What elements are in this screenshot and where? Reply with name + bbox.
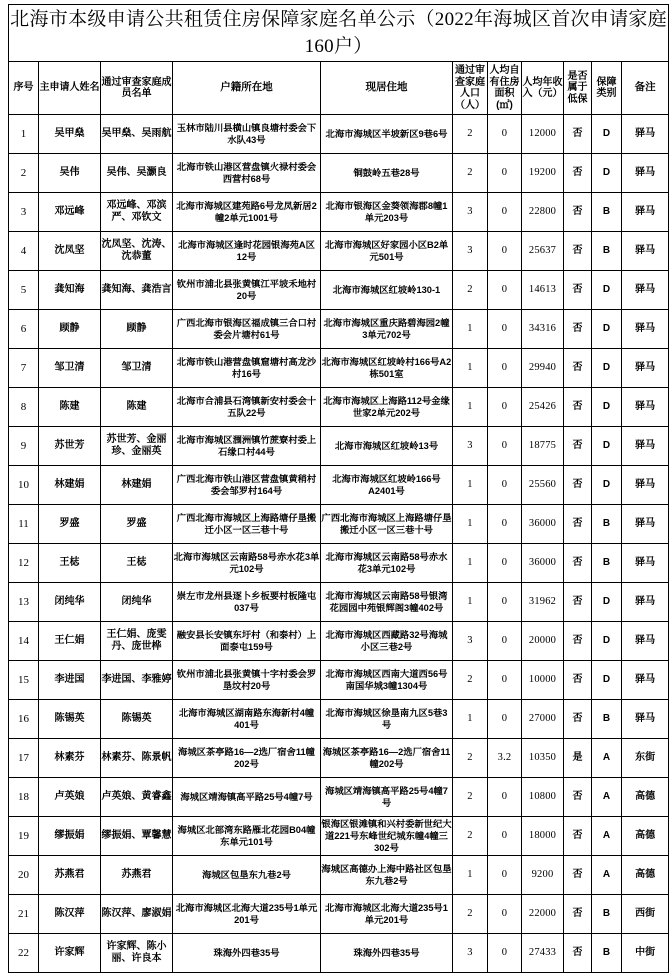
cell-applicant: 缪振娟 (39, 817, 101, 856)
column-header-hukou: 户籍所在地 (173, 62, 321, 115)
cell-area: 0 (488, 778, 522, 817)
cell-area: 0 (488, 154, 522, 193)
cell-category: A (592, 817, 622, 856)
cell-applicant: 邓远峰 (39, 193, 101, 232)
cell-category: D (592, 622, 622, 661)
table-row (9, 856, 669, 895)
cell-seq: 19 (9, 817, 39, 856)
cell-note: 高德 (622, 817, 669, 856)
cell-income: 25560 (522, 466, 564, 505)
cell-applicant: 苏燕君 (39, 856, 101, 895)
cell-area: 0 (488, 661, 522, 700)
cell-seq: 18 (9, 778, 39, 817)
cell-applicant: 沈凤坚 (39, 232, 101, 271)
cell-category: D (592, 349, 622, 388)
cell-population: 1 (453, 544, 488, 583)
cell-category: A (592, 778, 622, 817)
page-title: 北海市本级申请公共租赁住房保障家庭名单公示（2022年海城区首次申请家庭160户） (9, 5, 669, 62)
table-row (9, 115, 669, 154)
cell-area: 0 (488, 115, 522, 154)
cell-area: 0 (488, 934, 522, 973)
cell-residence: 海城区茶亭路16—2选厂宿舍11幢202号 (321, 739, 453, 778)
cell-applicant: 林建娟 (39, 466, 101, 505)
cell-area: 0 (488, 544, 522, 583)
cell-population: 1 (453, 349, 488, 388)
cell-note: 驿马 (622, 700, 669, 739)
cell-lowincome: 否 (564, 856, 592, 895)
cell-hukou: 北海市海城区云南路58号赤水花3单元102号 (173, 544, 321, 583)
cell-note: 驿马 (622, 622, 669, 661)
cell-hukou: 海城区茶亭路16—2选厂宿舍11幢202号 (173, 739, 321, 778)
cell-lowincome: 否 (564, 232, 592, 271)
cell-members: 罗盛 (101, 505, 173, 544)
cell-members: 龚知海、龚浩言 (101, 271, 173, 310)
cell-hukou: 钦州市浦北县张黄镇江平坡禾地村20号 (173, 271, 321, 310)
cell-seq: 22 (9, 934, 39, 973)
cell-income: 18000 (522, 817, 564, 856)
cell-note: 高德 (622, 856, 669, 895)
cell-lowincome: 否 (564, 700, 592, 739)
cell-note: 东街 (622, 739, 669, 778)
table-row (9, 817, 669, 856)
cell-members: 王梽 (101, 544, 173, 583)
cell-income: 31962 (522, 583, 564, 622)
column-header-income: 人均年收入（元） (522, 62, 564, 115)
cell-category: B (592, 700, 622, 739)
cell-area: 0 (488, 583, 522, 622)
cell-income: 14613 (522, 271, 564, 310)
column-header-population: 通过审查家庭人口（人） (453, 62, 488, 115)
cell-lowincome: 否 (564, 583, 592, 622)
cell-members: 苏世芳、金丽珍、金丽英 (101, 427, 173, 466)
cell-members: 沈凤坚、沈涛、沈恭董 (101, 232, 173, 271)
cell-members: 许家辉、陈小丽、许良本 (101, 934, 173, 973)
cell-income: 10000 (522, 661, 564, 700)
cell-seq: 13 (9, 583, 39, 622)
cell-members: 吴伟、吴灏良 (101, 154, 173, 193)
cell-note: 驿马 (622, 427, 669, 466)
cell-area: 0 (488, 700, 522, 739)
cell-income: 18775 (522, 427, 564, 466)
cell-population: 2 (453, 739, 488, 778)
cell-lowincome: 否 (564, 310, 592, 349)
cell-members: 卢英娘、黄睿鑫 (101, 778, 173, 817)
table-row (9, 661, 669, 700)
cell-hukou: 融安县长安镇东圩村（和泰村）上面泰屯159号 (173, 622, 321, 661)
cell-residence: 北海市海城区重庆路碧海园2幢3单元702号 (321, 310, 453, 349)
cell-note: 高德 (622, 778, 669, 817)
public-notice-table (8, 4, 669, 973)
cell-applicant: 苏世芳 (39, 427, 101, 466)
cell-members: 陈建 (101, 388, 173, 427)
cell-seq: 6 (9, 310, 39, 349)
cell-applicant: 李进国 (39, 661, 101, 700)
cell-note: 驿马 (622, 310, 669, 349)
cell-members: 王仁娟、庞雯丹、庞世桦 (101, 622, 173, 661)
cell-hukou: 北海市海城区逢时花园银海苑A区12号 (173, 232, 321, 271)
cell-residence: 银海区银滩镇和兴村委新世纪大道221号东峰世纪城东幢4幢三302号 (321, 817, 453, 856)
cell-hukou: 珠海外四巷35号 (173, 934, 321, 973)
cell-members: 顾静 (101, 310, 173, 349)
cell-lowincome: 否 (564, 193, 592, 232)
cell-population: 3 (453, 622, 488, 661)
cell-category: D (592, 115, 622, 154)
cell-seq: 17 (9, 739, 39, 778)
table-row (9, 700, 669, 739)
cell-area: 3.2 (488, 739, 522, 778)
cell-category: D (592, 583, 622, 622)
cell-seq: 21 (9, 895, 39, 934)
cell-applicant: 龚知海 (39, 271, 101, 310)
cell-area: 0 (488, 817, 522, 856)
column-header-lowincome: 是否属于低保 (564, 62, 592, 115)
cell-lowincome: 否 (564, 544, 592, 583)
column-header-area: 人均自有住房面积(㎡) (488, 62, 522, 115)
cell-income: 27433 (522, 934, 564, 973)
cell-hukou: 北海市海城区建苑路6号龙凤新居2幢2单元1001号 (173, 193, 321, 232)
cell-area: 0 (488, 856, 522, 895)
cell-population: 2 (453, 778, 488, 817)
cell-seq: 5 (9, 271, 39, 310)
cell-area: 0 (488, 271, 522, 310)
cell-income: 10350 (522, 739, 564, 778)
cell-category: B (592, 193, 622, 232)
cell-applicant: 陈汉萍 (39, 895, 101, 934)
cell-income: 29940 (522, 349, 564, 388)
cell-category: B (592, 895, 622, 934)
cell-members: 林建娟 (101, 466, 173, 505)
cell-income: 12000 (522, 115, 564, 154)
table-row (9, 388, 669, 427)
cell-category: D (592, 154, 622, 193)
cell-residence: 北海市海城区红坡岭村166号A2栋501室 (321, 349, 453, 388)
cell-members: 邹卫清 (101, 349, 173, 388)
cell-residence: 北海市海城区红坡岭13号 (321, 427, 453, 466)
cell-hukou: 海城区包垦东九巷2号 (173, 856, 321, 895)
cell-income: 10800 (522, 778, 564, 817)
cell-seq: 10 (9, 466, 39, 505)
cell-members: 陈汉萍、廖淑娟 (101, 895, 173, 934)
cell-hukou: 钦州市浦北县张黄镇十字村委会罗垦坟村20号 (173, 661, 321, 700)
cell-population: 2 (453, 154, 488, 193)
table-row (9, 154, 669, 193)
cell-note: 驿马 (622, 349, 669, 388)
cell-category: B (592, 505, 622, 544)
cell-applicant: 王仁娟 (39, 622, 101, 661)
cell-applicant: 王梽 (39, 544, 101, 583)
cell-category: D (592, 661, 622, 700)
cell-hukou: 崇左市龙州县逐卜乡板要村板隆屯037号 (173, 583, 321, 622)
cell-category: A (592, 856, 622, 895)
column-header-residence: 现居住地 (321, 62, 453, 115)
cell-hukou: 北海市合浦县石湾镇新安村委会十五队22号 (173, 388, 321, 427)
table-row (9, 310, 669, 349)
cell-note: 驿马 (622, 583, 669, 622)
cell-income: 36000 (522, 505, 564, 544)
cell-hukou: 北海市铁山港营盘镇窟塘村高龙沙村16号 (173, 349, 321, 388)
cell-seq: 9 (9, 427, 39, 466)
cell-lowincome: 否 (564, 466, 592, 505)
cell-population: 3 (453, 193, 488, 232)
cell-lowincome: 否 (564, 505, 592, 544)
cell-members: 苏燕君 (101, 856, 173, 895)
cell-seq: 1 (9, 115, 39, 154)
cell-population: 1 (453, 505, 488, 544)
cell-note: 驿马 (622, 388, 669, 427)
table-row (9, 427, 669, 466)
cell-lowincome: 否 (564, 622, 592, 661)
cell-income: 25637 (522, 232, 564, 271)
cell-lowincome: 否 (564, 778, 592, 817)
cell-members: 邓远峰、邓滨严、邓钦文 (101, 193, 173, 232)
cell-residence: 北海市海城区西南大道西56号南国华城3幢1304号 (321, 661, 453, 700)
cell-note: 中街 (622, 934, 669, 973)
cell-residence: 北海市海城区云南路58号赤水花3单元102号 (321, 544, 453, 583)
cell-lowincome: 是 (564, 739, 592, 778)
cell-lowincome: 否 (564, 895, 592, 934)
cell-residence: 北海市海城区云南路58号银湾花园园中苑银辉阁3幢402号 (321, 583, 453, 622)
cell-income: 19200 (522, 154, 564, 193)
column-header-applicant: 主申请人姓名 (39, 62, 101, 115)
cell-residence: 北海市海城区北海大道235号1单元201号 (321, 895, 453, 934)
cell-population: 3 (453, 427, 488, 466)
cell-income: 20000 (522, 622, 564, 661)
cell-population: 2 (453, 115, 488, 154)
cell-area: 0 (488, 622, 522, 661)
cell-income: 34316 (522, 310, 564, 349)
table-row (9, 895, 669, 934)
cell-applicant: 顾静 (39, 310, 101, 349)
cell-category: D (592, 310, 622, 349)
cell-seq: 16 (9, 700, 39, 739)
cell-residence: 海城区靖海镇高平路25号4幢7号 (321, 778, 453, 817)
cell-hukou: 北海市海城区涠洲镇竹蔗寮村委上石缘口村44号 (173, 427, 321, 466)
cell-members: 李进国、李雅婷 (101, 661, 173, 700)
cell-population: 3 (453, 232, 488, 271)
table-row (9, 271, 669, 310)
cell-seq: 4 (9, 232, 39, 271)
cell-income: 25426 (522, 388, 564, 427)
cell-residence: 北海市海城区红坡岭130-1 (321, 271, 453, 310)
cell-note: 西街 (622, 895, 669, 934)
cell-area: 0 (488, 310, 522, 349)
cell-area: 0 (488, 193, 522, 232)
cell-income: 22800 (522, 193, 564, 232)
table-row (9, 544, 669, 583)
cell-lowincome: 否 (564, 388, 592, 427)
cell-hukou: 广西北海市铁山港区营盘镇黄稍村委会邹罗村164号 (173, 466, 321, 505)
cell-category: B (592, 544, 622, 583)
cell-hukou: 海城区北部湾东路雁北花园B04幢东单元101号 (173, 817, 321, 856)
cell-members: 闭纯华 (101, 583, 173, 622)
cell-seq: 3 (9, 193, 39, 232)
cell-income: 22000 (522, 895, 564, 934)
cell-note: 驿马 (622, 271, 669, 310)
cell-note: 驿马 (622, 232, 669, 271)
cell-category: A (592, 739, 622, 778)
cell-applicant: 陈建 (39, 388, 101, 427)
table-row (9, 934, 669, 973)
cell-applicant: 罗盛 (39, 505, 101, 544)
cell-population: 1 (453, 583, 488, 622)
cell-population: 2 (453, 817, 488, 856)
cell-seq: 15 (9, 661, 39, 700)
cell-hukou: 广西北海市银海区福成镇三合口村委会片塘村61号 (173, 310, 321, 349)
cell-lowincome: 否 (564, 427, 592, 466)
cell-population: 1 (453, 310, 488, 349)
cell-lowincome: 否 (564, 271, 592, 310)
cell-residence: 北海市海城区半坡新区9巷6号 (321, 115, 453, 154)
cell-area: 0 (488, 466, 522, 505)
table-row (9, 193, 669, 232)
cell-residence: 广西北海市海城区上海路塘仔垦搬迁小区一区三巷十号 (321, 505, 453, 544)
cell-category: B (592, 934, 622, 973)
cell-seq: 11 (9, 505, 39, 544)
cell-hukou: 北海市海城区湖南路东海新村4幢401号 (173, 700, 321, 739)
cell-lowincome: 否 (564, 349, 592, 388)
cell-area: 0 (488, 895, 522, 934)
cell-residence: 北海市海城区好家园小区B2单元501号 (321, 232, 453, 271)
cell-residence: 珠海外四巷35号 (321, 934, 453, 973)
cell-applicant: 林素芬 (39, 739, 101, 778)
cell-seq: 20 (9, 856, 39, 895)
table-header-row (9, 62, 669, 115)
cell-note: 驿马 (622, 466, 669, 505)
cell-population: 1 (453, 856, 488, 895)
title-row (9, 5, 669, 62)
cell-population: 2 (453, 895, 488, 934)
cell-residence: 北海市银海区金葵领海郡8幢1单元203号 (321, 193, 453, 232)
cell-hukou: 玉林市陆川县横山镇良塘村委会下水队43号 (173, 115, 321, 154)
cell-applicant: 吴甲燊 (39, 115, 101, 154)
cell-hukou: 海城区靖海镇高平路25号4幢7号 (173, 778, 321, 817)
cell-hukou: 广西北海市海城区上海路塘仔垦搬迁小区一区三巷十号 (173, 505, 321, 544)
cell-residence: 北海市海城区西藏路32号海城小区三巷2号 (321, 622, 453, 661)
column-header-seq: 序号 (9, 62, 39, 115)
cell-seq: 8 (9, 388, 39, 427)
cell-population: 3 (453, 934, 488, 973)
cell-category: D (592, 427, 622, 466)
cell-category: B (592, 232, 622, 271)
cell-category: D (592, 388, 622, 427)
cell-population: 1 (453, 466, 488, 505)
cell-note: 驿马 (622, 661, 669, 700)
table-body (9, 115, 669, 973)
cell-lowincome: 否 (564, 661, 592, 700)
cell-applicant: 陈锡英 (39, 700, 101, 739)
cell-applicant: 邹卫清 (39, 349, 101, 388)
cell-population: 1 (453, 388, 488, 427)
cell-applicant: 卢英娘 (39, 778, 101, 817)
table-row (9, 466, 669, 505)
cell-note: 驿马 (622, 544, 669, 583)
cell-population: 2 (453, 661, 488, 700)
table-row (9, 739, 669, 778)
cell-residence: 铜鼓岭五巷28号 (321, 154, 453, 193)
cell-area: 0 (488, 505, 522, 544)
cell-note: 驿马 (622, 505, 669, 544)
cell-seq: 2 (9, 154, 39, 193)
cell-lowincome: 否 (564, 817, 592, 856)
cell-area: 0 (488, 427, 522, 466)
cell-population: 2 (453, 271, 488, 310)
cell-applicant: 许家辉 (39, 934, 101, 973)
column-header-members: 通过审查家庭成员名单 (101, 62, 173, 115)
table-row (9, 232, 669, 271)
cell-applicant: 闭纯华 (39, 583, 101, 622)
cell-residence: 海城区高德办上海中路社区包垦东九巷2号 (321, 856, 453, 895)
cell-lowincome: 否 (564, 154, 592, 193)
cell-category: D (592, 466, 622, 505)
cell-members: 林素芬、陈景帆 (101, 739, 173, 778)
cell-note: 驿马 (622, 154, 669, 193)
cell-area: 0 (488, 232, 522, 271)
cell-hukou: 北海市海城区北海大道235号1单元201号 (173, 895, 321, 934)
cell-category: D (592, 271, 622, 310)
cell-applicant: 吴伟 (39, 154, 101, 193)
table-row (9, 622, 669, 661)
cell-income: 36000 (522, 544, 564, 583)
cell-lowincome: 否 (564, 115, 592, 154)
cell-note: 驿马 (622, 193, 669, 232)
cell-seq: 7 (9, 349, 39, 388)
cell-population: 1 (453, 700, 488, 739)
cell-seq: 14 (9, 622, 39, 661)
table-row (9, 505, 669, 544)
cell-residence: 北海市海城区上海路112号金缘世家2单元202号 (321, 388, 453, 427)
cell-residence: 北海市海城区徐垦南九区5巷3号 (321, 700, 453, 739)
cell-members: 缪振娟、覃馨慧 (101, 817, 173, 856)
column-header-category: 保障类别 (592, 62, 622, 115)
column-header-note: 备注 (622, 62, 669, 115)
cell-residence: 北海市海城区红坡岭166号A2401号 (321, 466, 453, 505)
cell-members: 陈锡英 (101, 700, 173, 739)
table-row (9, 583, 669, 622)
cell-lowincome: 否 (564, 934, 592, 973)
table-row (9, 778, 669, 817)
cell-income: 9200 (522, 856, 564, 895)
cell-area: 0 (488, 349, 522, 388)
cell-note: 驿马 (622, 115, 669, 154)
cell-members: 吴甲燊、吴雨航 (101, 115, 173, 154)
table-row (9, 349, 669, 388)
cell-area: 0 (488, 388, 522, 427)
cell-income: 27000 (522, 700, 564, 739)
cell-hukou: 北海市铁山港区营盘镇火禄村委会西营村68号 (173, 154, 321, 193)
cell-seq: 12 (9, 544, 39, 583)
